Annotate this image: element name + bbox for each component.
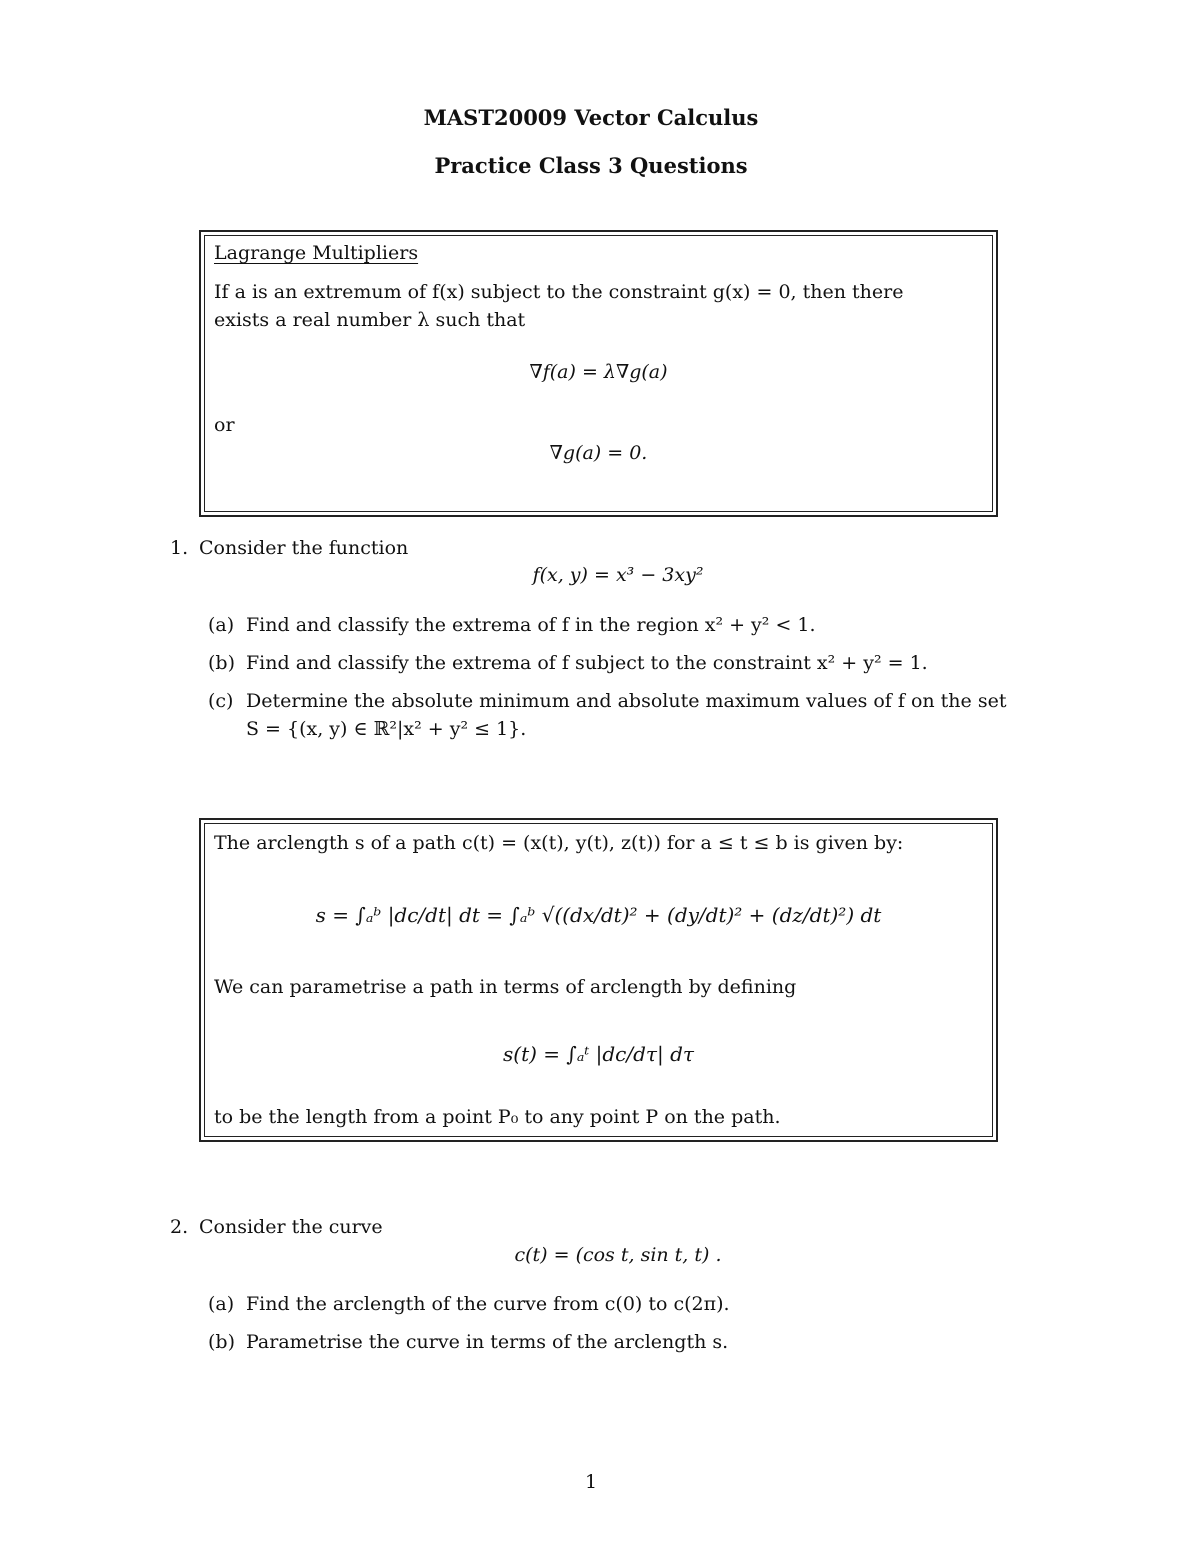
or-label: or xyxy=(214,414,235,436)
part-text: Find and classify the extrema of f in the region x² + y² < 1. xyxy=(246,614,816,636)
question2-number: 2. xyxy=(170,1216,189,1238)
arclength-definition: The arclength s of a path c(t) = (x(t), y(t), z(t)) for a ≤ t ≤ b is given by: xyxy=(214,832,904,854)
question1-part-a xyxy=(208,613,816,639)
part-label: (b) xyxy=(208,652,235,674)
part-text: Find and classify the extrema of f subject to the constraint x² + y² = 1. xyxy=(246,652,928,674)
question2-part-b xyxy=(208,1330,728,1356)
question1-part-c-set: S = {(x, y) ∈ ℝ²|x² + y² ≤ 1}. xyxy=(246,718,527,740)
lagrange-box xyxy=(199,230,998,517)
part-text: Determine the absolute minimum and absolute maximum values of f on the set xyxy=(246,690,1007,712)
arclength-function-formula: s(t) = ∫ₐᵗ |dc/dτ| dτ xyxy=(503,1042,694,1066)
part-text: Find the arclength of the curve from c(0) to c(2π). xyxy=(246,1293,730,1315)
part-label: (a) xyxy=(208,1293,235,1315)
arclength-parametrise-line: We can parametrise a path in terms of arclength by defining xyxy=(214,976,797,998)
lagrange-equation-2: ∇g(a) = 0. xyxy=(549,442,648,464)
course-title: MAST20009 Vector Calculus xyxy=(423,105,759,130)
arclength-box xyxy=(199,818,998,1142)
question2-part-a xyxy=(208,1292,730,1318)
part-label: (c) xyxy=(208,690,234,712)
lagrange-heading: Lagrange Multipliers xyxy=(214,242,419,264)
lagrange-equation-1: ∇f(a) = λ∇g(a) xyxy=(529,361,668,383)
arclength-formula: s = ∫ₐᵇ |dc/dt| dt = ∫ₐᵇ √((dx/dt)² + (dy/dt)² + (dz/dt)²) dt xyxy=(315,903,882,927)
question1-function: f(x, y) = x³ − 3xy² xyxy=(532,564,704,586)
part-text: Parametrise the curve in terms of the arclength s. xyxy=(246,1331,729,1353)
question1-part-b xyxy=(208,651,928,677)
lagrange-statement-line2: exists a real number λ such that xyxy=(214,309,526,331)
lagrange-statement-line1: If a is an extremum of f(x) subject to the constraint g(x) = 0, then there xyxy=(214,281,904,303)
question2-intro: Consider the curve xyxy=(199,1216,383,1238)
question1-number: 1. xyxy=(170,537,189,559)
page-subtitle: Practice Class 3 Questions xyxy=(434,153,748,178)
question1-intro: Consider the function xyxy=(199,537,409,559)
question1-part-c xyxy=(208,689,1006,715)
page-number: 1 xyxy=(584,1471,598,1493)
arclength-length-line: to be the length from a point P₀ to any point P on the path. xyxy=(214,1106,781,1128)
part-label: (a) xyxy=(208,614,235,636)
part-label: (b) xyxy=(208,1331,235,1353)
question2-curve: c(t) = (cos t, sin t, t) . xyxy=(514,1244,722,1266)
